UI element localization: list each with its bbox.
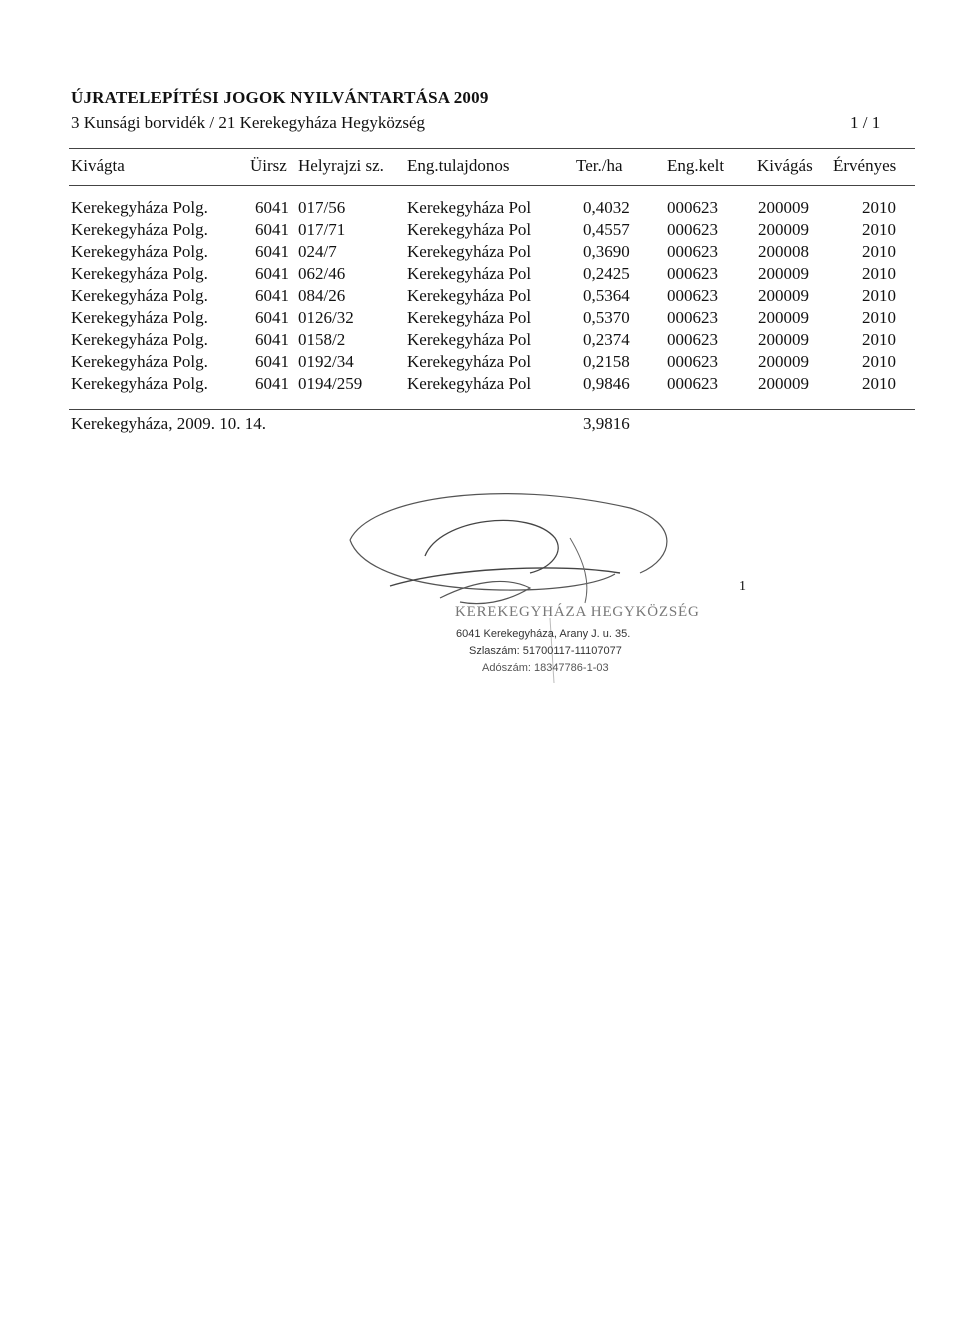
- cell-eng-kelt: 000623: [667, 352, 718, 371]
- cell-eng-kelt: 000623: [667, 308, 718, 327]
- table-row: [0, 308, 960, 330]
- cell-kivagta: Kerekegyháza Polg.: [71, 352, 208, 371]
- cell-helyrajzi: 0158/2: [298, 330, 346, 349]
- cell-uirsz: 6041: [255, 264, 289, 283]
- cell-uirsz: 6041: [255, 374, 289, 393]
- column-header-ervenyes: Érvényes: [833, 156, 897, 175]
- cell-uirsz: 6041: [255, 308, 289, 327]
- cell-kivagta: Kerekegyháza Polg.: [71, 242, 208, 261]
- cell-uirsz: 6041: [255, 198, 289, 217]
- cell-helyrajzi: 062/46: [298, 264, 346, 283]
- cell-tulajdonos: Kerekegyháza Pol: [407, 264, 532, 283]
- table-row: [0, 198, 960, 220]
- cell-ervenyes: 2010: [862, 352, 896, 371]
- cell-ervenyes: 2010: [862, 264, 896, 283]
- table-row: [0, 264, 960, 286]
- cell-ter: 0,5364: [583, 286, 630, 305]
- cell-ervenyes: 2010: [862, 242, 896, 261]
- cell-eng-kelt: 000623: [667, 374, 718, 393]
- cell-kivagta: Kerekegyháza Polg.: [71, 220, 208, 239]
- cell-helyrajzi: 0126/32: [298, 308, 354, 327]
- cell-ter: 0,3690: [583, 242, 630, 261]
- footer-rule: [69, 409, 915, 410]
- cell-ter: 0,4557: [583, 220, 630, 239]
- cell-kivagas: 200009: [758, 220, 809, 239]
- cell-tulajdonos: Kerekegyháza Pol: [407, 352, 532, 371]
- column-header-kivagas: Kivágás: [757, 156, 813, 175]
- cell-kivagas: 200009: [758, 264, 809, 283]
- cell-tulajdonos: Kerekegyháza Pol: [407, 308, 532, 327]
- cell-kivagta: Kerekegyháza Polg.: [71, 198, 208, 217]
- cell-kivagta: Kerekegyháza Polg.: [71, 308, 208, 327]
- cell-helyrajzi: 024/7: [298, 242, 337, 261]
- cell-kivagta: Kerekegyháza Polg.: [71, 330, 208, 349]
- column-header-kivagta: Kivágta: [71, 156, 125, 175]
- cell-kivagas: 200009: [758, 286, 809, 305]
- place-and-date: Kerekegyháza, 2009. 10. 14.: [71, 414, 266, 433]
- cell-uirsz: 6041: [255, 242, 289, 261]
- table-row: [0, 286, 960, 308]
- cell-ervenyes: 2010: [862, 374, 896, 393]
- cell-ervenyes: 2010: [862, 286, 896, 305]
- table-row: [0, 220, 960, 242]
- cell-helyrajzi: 0192/34: [298, 352, 354, 371]
- cell-helyrajzi: 0194/259: [298, 374, 363, 393]
- cell-kivagta: Kerekegyháza Polg.: [71, 374, 208, 393]
- cell-eng-kelt: 000623: [667, 198, 718, 217]
- page-number: 1 / 1: [850, 113, 881, 132]
- cell-eng-kelt: 000623: [667, 220, 718, 239]
- cell-tulajdonos: Kerekegyháza Pol: [407, 242, 532, 261]
- header-bottom-rule: [69, 185, 915, 186]
- cell-ter: 0,5370: [583, 308, 630, 327]
- cell-ter: 0,9846: [583, 374, 630, 393]
- cell-eng-kelt: 000623: [667, 286, 718, 305]
- cell-kivagas: 200009: [758, 374, 809, 393]
- column-header-eng-tulajdonos: Eng.tulajdonos: [407, 156, 510, 175]
- cell-uirsz: 6041: [255, 220, 289, 239]
- cell-kivagas: 200008: [758, 242, 809, 261]
- stamp-name: KEREKEGYHÁZA HEGYKÖZSÉG: [455, 604, 700, 620]
- cell-uirsz: 6041: [255, 330, 289, 349]
- cell-eng-kelt: 000623: [667, 264, 718, 283]
- stamp-address: 6041 Kerekegyháza, Arany J. u. 35.: [456, 628, 631, 640]
- cell-tulajdonos: Kerekegyháza Pol: [407, 374, 532, 393]
- stamp-mark: 1: [739, 579, 746, 594]
- cell-ervenyes: 2010: [862, 308, 896, 327]
- cell-tulajdonos: Kerekegyháza Pol: [407, 220, 532, 239]
- stamp-tax-number: Adószám: 18347786-1-03: [482, 662, 609, 674]
- column-header-helyrajzi: Helyrajzi sz.: [298, 156, 384, 175]
- column-header-uirsz: Üirsz: [250, 156, 287, 175]
- cell-tulajdonos: Kerekegyháza Pol: [407, 330, 532, 349]
- cell-uirsz: 6041: [255, 352, 289, 371]
- cell-ervenyes: 2010: [862, 330, 896, 349]
- cell-ter: 0,4032: [583, 198, 630, 217]
- document-title: ÚJRATELEPÍTÉSI JOGOK NYILVÁNTARTÁSA 2009: [71, 88, 489, 107]
- cell-helyrajzi: 017/56: [298, 198, 346, 217]
- cell-kivagta: Kerekegyháza Polg.: [71, 264, 208, 283]
- cell-eng-kelt: 000623: [667, 330, 718, 349]
- cell-helyrajzi: 017/71: [298, 220, 346, 239]
- total-area: 3,9816: [583, 414, 630, 433]
- cell-kivagas: 200009: [758, 198, 809, 217]
- table-row: [0, 242, 960, 264]
- cell-ter: 0,2374: [583, 330, 630, 349]
- cell-ter: 0,2158: [583, 352, 630, 371]
- header-top-rule: [69, 148, 915, 149]
- cell-uirsz: 6041: [255, 286, 289, 305]
- cell-tulajdonos: Kerekegyháza Pol: [407, 286, 532, 305]
- cell-kivagas: 200009: [758, 330, 809, 349]
- cell-kivagas: 200009: [758, 352, 809, 371]
- cell-ervenyes: 2010: [862, 198, 896, 217]
- cell-eng-kelt: 000623: [667, 242, 718, 261]
- cell-helyrajzi: 084/26: [298, 286, 346, 305]
- column-header-ter-ha: Ter./ha: [576, 156, 623, 175]
- stamp-account: Szlaszám: 51700117-11107077: [469, 645, 622, 657]
- document-subtitle: 3 Kunsági borvidék / 21 Kerekegyháza Hegyközség: [71, 113, 426, 132]
- cell-tulajdonos: Kerekegyháza Pol: [407, 198, 532, 217]
- cell-kivagta: Kerekegyháza Polg.: [71, 286, 208, 305]
- column-header-eng-kelt: Eng.kelt: [667, 156, 725, 175]
- table-row: [0, 352, 960, 374]
- cell-ervenyes: 2010: [862, 220, 896, 239]
- table-row: [0, 330, 960, 352]
- cell-ter: 0,2425: [583, 264, 630, 283]
- table-row: [0, 374, 960, 396]
- cell-kivagas: 200009: [758, 308, 809, 327]
